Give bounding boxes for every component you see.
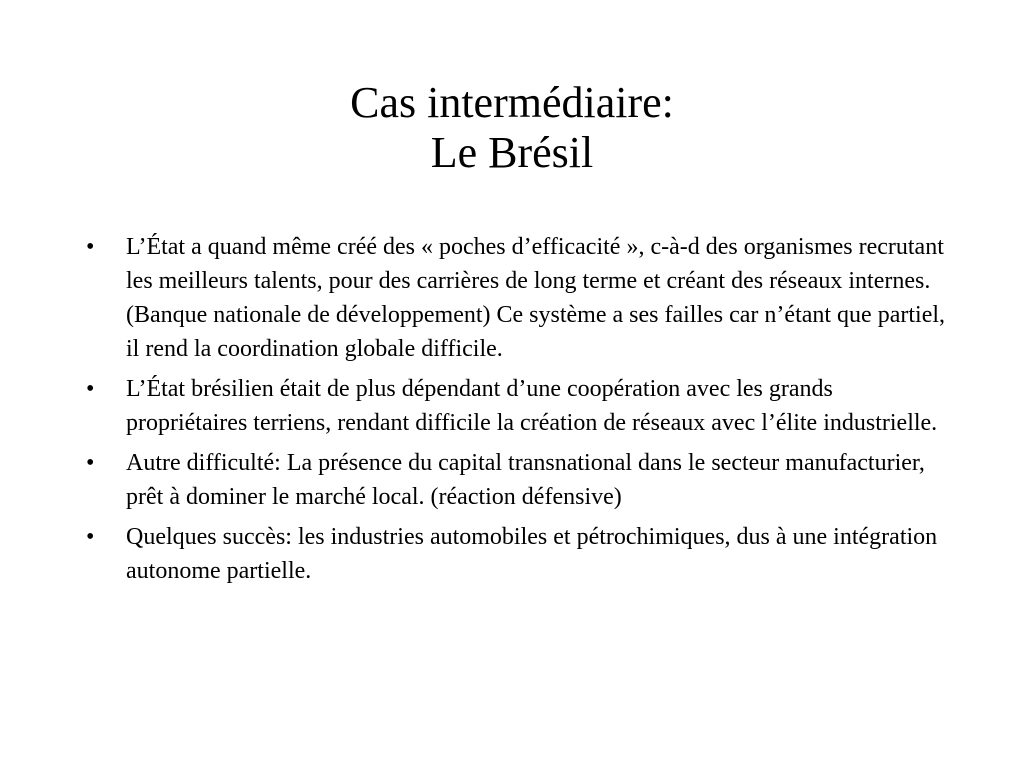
bullet-icon: •: [86, 524, 95, 550]
title-line-2: Le Brésil: [430, 127, 594, 177]
slide-title: [0, 78, 1024, 177]
bullet-text: Autre difficulté: La présence du capital transnational dans le secteur manufacturier, prêt à dominer le marché local. (réaction défensive): [126, 450, 925, 510]
bullet-text: L’État a quand même créé des « poches d’efficacité », c-à-d des organismes recrutant les meilleurs talents, pour des carrières de long terme et créant des réseaux internes. (Banque nationale de développement) Ce système a ses failles car n’étant que partiel, il rend la coordination globale difficile.: [126, 234, 946, 362]
bullet-item: [86, 520, 946, 588]
bullet-text: Quelques succès: les industries automobiles et pétrochimiques, dus à une intégration autonome partielle.: [126, 524, 938, 584]
bullet-item: [86, 446, 946, 514]
bullet-list: [86, 230, 946, 594]
title-line-1: Cas intermédiaire:: [350, 78, 674, 127]
bullet-icon: •: [86, 450, 95, 476]
bullet-icon: •: [86, 234, 95, 260]
bullet-icon: •: [86, 376, 95, 402]
bullet-item: [86, 372, 946, 440]
bullet-text: L’État brésilien était de plus dépendant d’une coopération avec les grands propriétaires terriens, rendant difficile la création de réseaux avec l’élite industrielle.: [126, 376, 938, 436]
bullet-item: [86, 230, 946, 366]
